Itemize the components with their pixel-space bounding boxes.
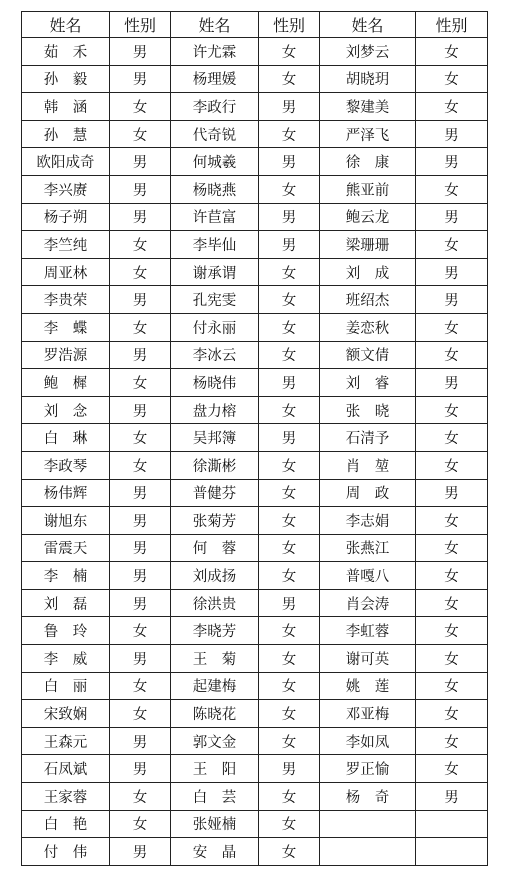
cell-name-2: 起建梅 bbox=[171, 672, 259, 700]
cell-name-2: 代奇锐 bbox=[171, 120, 259, 148]
cell-name-1: 王家蓉 bbox=[22, 783, 110, 811]
table-row bbox=[22, 231, 488, 259]
cell-name-3: 张燕江 bbox=[320, 534, 416, 562]
cell-name-1: 李竺纯 bbox=[22, 231, 110, 259]
cell-name-2: 李晓芳 bbox=[171, 617, 259, 645]
cell-gender-1: 男 bbox=[110, 65, 171, 93]
cell-name-2: 何 蓉 bbox=[171, 534, 259, 562]
cell-name-3: 李如凤 bbox=[320, 727, 416, 755]
cell-name-3: 谢可英 bbox=[320, 645, 416, 673]
cell-name-1: 李贵荣 bbox=[22, 286, 110, 314]
cell-gender-1: 女 bbox=[110, 451, 171, 479]
table-row bbox=[22, 38, 488, 66]
header-name-2: 姓名 bbox=[171, 12, 259, 38]
cell-name-1: 欧阳成奇 bbox=[22, 148, 110, 176]
cell-name-3: 胡晓玥 bbox=[320, 65, 416, 93]
cell-gender-3: 女 bbox=[416, 175, 488, 203]
cell-name-3 bbox=[320, 838, 416, 866]
cell-gender-3: 女 bbox=[416, 313, 488, 341]
table-row bbox=[22, 617, 488, 645]
cell-name-3: 邓亚梅 bbox=[320, 700, 416, 728]
cell-gender-2: 女 bbox=[259, 838, 320, 866]
cell-gender-3: 男 bbox=[416, 369, 488, 397]
cell-name-3: 刘 成 bbox=[320, 258, 416, 286]
table-row bbox=[22, 507, 488, 535]
cell-gender-1: 男 bbox=[110, 175, 171, 203]
cell-name-2: 许苣富 bbox=[171, 203, 259, 231]
table-row bbox=[22, 313, 488, 341]
cell-gender-2: 女 bbox=[259, 810, 320, 838]
cell-gender-2: 男 bbox=[259, 424, 320, 452]
cell-name-1: 茹 禾 bbox=[22, 38, 110, 66]
cell-gender-1: 男 bbox=[110, 203, 171, 231]
cell-gender-3: 女 bbox=[416, 341, 488, 369]
cell-gender-1: 女 bbox=[110, 783, 171, 811]
cell-gender-3: 女 bbox=[416, 93, 488, 121]
cell-gender-3: 女 bbox=[416, 396, 488, 424]
cell-name-2: 付永丽 bbox=[171, 313, 259, 341]
cell-name-1: 周亚林 bbox=[22, 258, 110, 286]
cell-name-3: 徐 康 bbox=[320, 148, 416, 176]
cell-name-2: 李毕仙 bbox=[171, 231, 259, 259]
cell-gender-1: 男 bbox=[110, 589, 171, 617]
cell-name-1: 李 威 bbox=[22, 645, 110, 673]
cell-name-3: 张 晓 bbox=[320, 396, 416, 424]
cell-gender-3: 女 bbox=[416, 589, 488, 617]
cell-gender-1: 女 bbox=[110, 120, 171, 148]
cell-name-1: 谢旭东 bbox=[22, 507, 110, 535]
cell-gender-3: 女 bbox=[416, 534, 488, 562]
cell-name-2: 谢承谓 bbox=[171, 258, 259, 286]
cell-gender-1: 男 bbox=[110, 534, 171, 562]
table-row bbox=[22, 93, 488, 121]
cell-name-3: 班绍杰 bbox=[320, 286, 416, 314]
cell-gender-3 bbox=[416, 838, 488, 866]
cell-name-3: 普嘎八 bbox=[320, 562, 416, 590]
cell-gender-2: 女 bbox=[259, 645, 320, 673]
cell-gender-2: 女 bbox=[259, 507, 320, 535]
cell-name-2: 何城羲 bbox=[171, 148, 259, 176]
table-row bbox=[22, 451, 488, 479]
cell-name-2: 刘成扬 bbox=[171, 562, 259, 590]
cell-name-3: 严泽飞 bbox=[320, 120, 416, 148]
cell-gender-2: 男 bbox=[259, 755, 320, 783]
cell-name-1: 宋致娴 bbox=[22, 700, 110, 728]
cell-name-2: 盘力榕 bbox=[171, 396, 259, 424]
cell-gender-1: 男 bbox=[110, 479, 171, 507]
cell-name-1: 孙 毅 bbox=[22, 65, 110, 93]
cell-name-1: 李 蝶 bbox=[22, 313, 110, 341]
cell-gender-3: 女 bbox=[416, 424, 488, 452]
cell-gender-3: 男 bbox=[416, 286, 488, 314]
cell-gender-1: 男 bbox=[110, 507, 171, 535]
cell-gender-2: 女 bbox=[259, 534, 320, 562]
roster-sheet bbox=[21, 11, 488, 866]
cell-gender-1: 男 bbox=[110, 562, 171, 590]
name-gender-table bbox=[21, 11, 488, 866]
cell-gender-3: 女 bbox=[416, 755, 488, 783]
cell-gender-3: 女 bbox=[416, 672, 488, 700]
cell-gender-3: 女 bbox=[416, 700, 488, 728]
cell-name-3: 熊亚前 bbox=[320, 175, 416, 203]
cell-gender-2: 女 bbox=[259, 451, 320, 479]
cell-gender-1: 男 bbox=[110, 38, 171, 66]
cell-gender-1: 女 bbox=[110, 258, 171, 286]
cell-gender-3: 男 bbox=[416, 479, 488, 507]
table-row bbox=[22, 65, 488, 93]
table-row bbox=[22, 175, 488, 203]
header-name-1: 姓名 bbox=[22, 12, 110, 38]
table-row bbox=[22, 369, 488, 397]
cell-name-1: 鲁 玲 bbox=[22, 617, 110, 645]
cell-name-2: 许尤霖 bbox=[171, 38, 259, 66]
cell-name-2: 徐洪贵 bbox=[171, 589, 259, 617]
cell-gender-2: 男 bbox=[259, 93, 320, 121]
table-row bbox=[22, 534, 488, 562]
table-row bbox=[22, 645, 488, 673]
cell-gender-2: 女 bbox=[259, 175, 320, 203]
header-row bbox=[22, 12, 488, 38]
cell-gender-3: 女 bbox=[416, 727, 488, 755]
cell-name-3: 刘 睿 bbox=[320, 369, 416, 397]
cell-name-3: 肖会涛 bbox=[320, 589, 416, 617]
cell-name-1: 刘 磊 bbox=[22, 589, 110, 617]
cell-name-3: 鲍云龙 bbox=[320, 203, 416, 231]
cell-name-1: 韩 涵 bbox=[22, 93, 110, 121]
table-row bbox=[22, 727, 488, 755]
cell-gender-2: 女 bbox=[259, 617, 320, 645]
cell-name-1: 雷震天 bbox=[22, 534, 110, 562]
cell-gender-2: 女 bbox=[259, 38, 320, 66]
cell-name-3: 刘梦云 bbox=[320, 38, 416, 66]
table-row bbox=[22, 589, 488, 617]
cell-gender-3: 男 bbox=[416, 120, 488, 148]
cell-name-3: 肖 堃 bbox=[320, 451, 416, 479]
cell-name-1: 白 琳 bbox=[22, 424, 110, 452]
cell-gender-2: 女 bbox=[259, 258, 320, 286]
cell-gender-3 bbox=[416, 810, 488, 838]
cell-name-2: 杨晓燕 bbox=[171, 175, 259, 203]
cell-name-3 bbox=[320, 810, 416, 838]
table-row bbox=[22, 341, 488, 369]
cell-name-3: 额文倩 bbox=[320, 341, 416, 369]
cell-name-3: 罗正愉 bbox=[320, 755, 416, 783]
cell-name-3: 李虹蓉 bbox=[320, 617, 416, 645]
cell-name-3: 姜恋秋 bbox=[320, 313, 416, 341]
cell-name-1: 杨子朔 bbox=[22, 203, 110, 231]
cell-gender-2: 男 bbox=[259, 589, 320, 617]
cell-gender-1: 男 bbox=[110, 286, 171, 314]
table-row bbox=[22, 783, 488, 811]
cell-name-1: 杨伟辉 bbox=[22, 479, 110, 507]
cell-gender-1: 女 bbox=[110, 93, 171, 121]
cell-gender-3: 女 bbox=[416, 65, 488, 93]
cell-name-2: 李冰云 bbox=[171, 341, 259, 369]
cell-gender-1: 女 bbox=[110, 369, 171, 397]
cell-gender-2: 男 bbox=[259, 231, 320, 259]
cell-name-3: 李志娟 bbox=[320, 507, 416, 535]
table-row bbox=[22, 838, 488, 866]
cell-gender-2: 女 bbox=[259, 313, 320, 341]
cell-name-2: 李政行 bbox=[171, 93, 259, 121]
cell-name-2: 郭文金 bbox=[171, 727, 259, 755]
cell-name-1: 李政琴 bbox=[22, 451, 110, 479]
cell-gender-1: 男 bbox=[110, 755, 171, 783]
header-gender-3: 性别 bbox=[416, 12, 488, 38]
cell-name-3: 黎建美 bbox=[320, 93, 416, 121]
cell-gender-1: 女 bbox=[110, 810, 171, 838]
cell-name-1: 鲍 樨 bbox=[22, 369, 110, 397]
table-row bbox=[22, 258, 488, 286]
cell-name-3: 周 政 bbox=[320, 479, 416, 507]
cell-gender-1: 男 bbox=[110, 838, 171, 866]
table-row bbox=[22, 562, 488, 590]
cell-gender-3: 女 bbox=[416, 617, 488, 645]
cell-gender-2: 女 bbox=[259, 783, 320, 811]
cell-name-2: 徐澌彬 bbox=[171, 451, 259, 479]
table-row bbox=[22, 120, 488, 148]
table-row bbox=[22, 286, 488, 314]
cell-gender-2: 女 bbox=[259, 727, 320, 755]
table-row bbox=[22, 148, 488, 176]
cell-name-1: 白 丽 bbox=[22, 672, 110, 700]
header-gender-2: 性别 bbox=[259, 12, 320, 38]
table-row bbox=[22, 396, 488, 424]
cell-gender-2: 女 bbox=[259, 672, 320, 700]
cell-gender-1: 男 bbox=[110, 148, 171, 176]
table-row bbox=[22, 479, 488, 507]
cell-name-2: 白 芸 bbox=[171, 783, 259, 811]
cell-gender-1: 男 bbox=[110, 645, 171, 673]
table-body bbox=[22, 38, 488, 866]
cell-gender-2: 女 bbox=[259, 286, 320, 314]
table-row bbox=[22, 424, 488, 452]
cell-gender-1: 女 bbox=[110, 700, 171, 728]
cell-gender-2: 女 bbox=[259, 479, 320, 507]
cell-gender-1: 男 bbox=[110, 396, 171, 424]
cell-gender-1: 女 bbox=[110, 617, 171, 645]
cell-name-1: 付 伟 bbox=[22, 838, 110, 866]
cell-gender-1: 男 bbox=[110, 727, 171, 755]
table-row bbox=[22, 755, 488, 783]
cell-name-1: 李兴赓 bbox=[22, 175, 110, 203]
cell-name-2: 孔宪雯 bbox=[171, 286, 259, 314]
cell-gender-2: 女 bbox=[259, 341, 320, 369]
cell-name-2: 陈晓花 bbox=[171, 700, 259, 728]
cell-gender-2: 女 bbox=[259, 120, 320, 148]
cell-name-1: 白 艳 bbox=[22, 810, 110, 838]
cell-name-2: 普健芬 bbox=[171, 479, 259, 507]
cell-name-1: 王森元 bbox=[22, 727, 110, 755]
cell-gender-1: 女 bbox=[110, 424, 171, 452]
cell-gender-3: 女 bbox=[416, 451, 488, 479]
cell-name-3: 杨 奇 bbox=[320, 783, 416, 811]
cell-gender-3: 男 bbox=[416, 203, 488, 231]
cell-gender-3: 女 bbox=[416, 645, 488, 673]
cell-name-1: 刘 念 bbox=[22, 396, 110, 424]
cell-gender-3: 女 bbox=[416, 38, 488, 66]
table-row bbox=[22, 810, 488, 838]
cell-name-2: 王 菊 bbox=[171, 645, 259, 673]
cell-gender-3: 女 bbox=[416, 562, 488, 590]
cell-name-3: 石清予 bbox=[320, 424, 416, 452]
table-row bbox=[22, 700, 488, 728]
cell-gender-2: 女 bbox=[259, 562, 320, 590]
cell-gender-2: 女 bbox=[259, 65, 320, 93]
cell-name-2: 王 阳 bbox=[171, 755, 259, 783]
cell-name-1: 李 楠 bbox=[22, 562, 110, 590]
cell-gender-2: 男 bbox=[259, 203, 320, 231]
cell-name-3: 姚 莲 bbox=[320, 672, 416, 700]
table-row bbox=[22, 672, 488, 700]
cell-name-2: 杨晓伟 bbox=[171, 369, 259, 397]
cell-gender-1: 女 bbox=[110, 231, 171, 259]
cell-name-1: 石凤斌 bbox=[22, 755, 110, 783]
cell-name-2: 安 晶 bbox=[171, 838, 259, 866]
cell-gender-2: 男 bbox=[259, 148, 320, 176]
cell-gender-2: 女 bbox=[259, 396, 320, 424]
cell-name-2: 杨理媛 bbox=[171, 65, 259, 93]
header-gender-1: 性别 bbox=[110, 12, 171, 38]
cell-name-2: 张菊芳 bbox=[171, 507, 259, 535]
header-name-3: 姓名 bbox=[320, 12, 416, 38]
cell-name-1: 孙 慧 bbox=[22, 120, 110, 148]
cell-gender-3: 男 bbox=[416, 148, 488, 176]
cell-name-1: 罗浩源 bbox=[22, 341, 110, 369]
cell-gender-2: 男 bbox=[259, 369, 320, 397]
cell-name-3: 梁珊珊 bbox=[320, 231, 416, 259]
cell-gender-1: 女 bbox=[110, 672, 171, 700]
cell-gender-1: 女 bbox=[110, 313, 171, 341]
cell-name-2: 吴邦簿 bbox=[171, 424, 259, 452]
cell-gender-2: 女 bbox=[259, 700, 320, 728]
table-row bbox=[22, 203, 488, 231]
cell-gender-1: 男 bbox=[110, 341, 171, 369]
cell-gender-3: 男 bbox=[416, 783, 488, 811]
cell-gender-3: 女 bbox=[416, 507, 488, 535]
cell-gender-3: 男 bbox=[416, 258, 488, 286]
cell-gender-3: 女 bbox=[416, 231, 488, 259]
cell-name-2: 张娅楠 bbox=[171, 810, 259, 838]
